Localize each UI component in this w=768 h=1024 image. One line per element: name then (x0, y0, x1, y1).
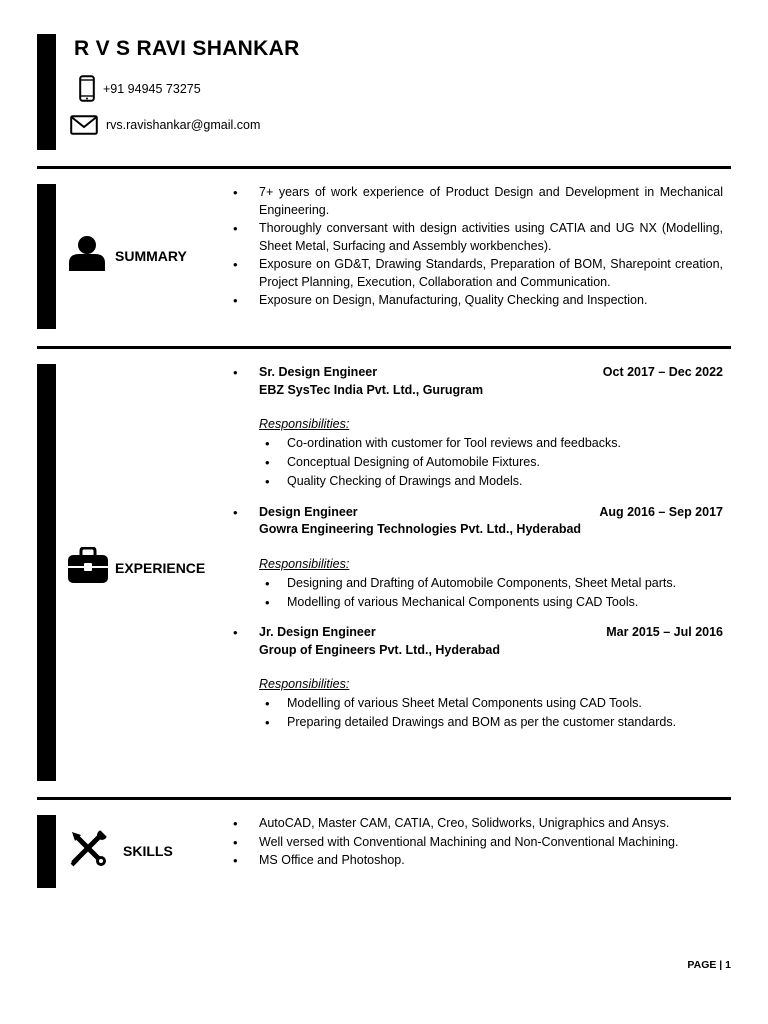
job-header (259, 624, 723, 642)
skills-heading (70, 830, 173, 872)
job-company: Gowra Engineering Technologies Pvt. Ltd., Hyderabad (259, 522, 582, 536)
list-item: • Conceptual Designing of Automobile Fixtures. (259, 454, 723, 472)
page-number: PAGE | 1 (687, 959, 731, 971)
job-role: • Design Engineer (259, 504, 358, 519)
job-entry (233, 364, 723, 491)
job-dates: Oct 2017 – Dec 2022 (602, 365, 723, 379)
list-item: • AutoCAD, Master CAM, CATIA, Creo, Solidworks, Unigraphics and Ansys. (233, 815, 723, 833)
summary-heading (68, 235, 187, 276)
list-item: • Exposure on GD&T, Drawing Standards, Preparation of BOM, Sharepoint creation, Project Planning, Execution, Collaboration and Communication. (233, 256, 723, 291)
tools-icon (70, 830, 107, 872)
job-entry (233, 504, 723, 612)
briefcase-icon (68, 547, 108, 588)
phone-number: +91 94945 73275 (103, 81, 201, 96)
responsibilities-label: Responsibilities: (259, 556, 350, 571)
email-contact (70, 115, 260, 135)
summary-content (233, 184, 723, 311)
list-item: • Modelling of various Mechanical Components using CAD Tools. (259, 594, 723, 612)
job-role: • Jr. Design Engineer (259, 625, 376, 639)
list-item: • Quality Checking of Drawings and Models. (259, 473, 723, 491)
section-divider (37, 797, 731, 800)
candidate-name: R V S RAVI SHANKAR (74, 37, 300, 60)
job-company: Group of Engineers Pvt. Ltd., Hyderabad (259, 642, 501, 657)
job-entry (233, 624, 723, 732)
experience-heading (68, 547, 205, 588)
list-item: • Co-ordination with customer for Tool reviews and feedbacks. (259, 435, 723, 453)
list-item: • Preparing detailed Drawings and BOM as per the customer standards. (259, 714, 723, 732)
phone-contact (70, 75, 201, 102)
skills-content (233, 815, 723, 871)
skills-list (233, 815, 723, 870)
experience-content (233, 364, 723, 745)
job-dates: Aug 2016 – Sep 2017 (599, 504, 723, 519)
envelope-icon (70, 115, 106, 135)
list-item: • MS Office and Photoshop. (233, 852, 723, 870)
responsibilities-label: Responsibilities: (259, 677, 350, 691)
list-item: • Designing and Drafting of Automobile Components, Sheet Metal parts. (259, 575, 723, 593)
list-item: • Exposure on Design, Manufacturing, Quality Checking and Inspection. (233, 292, 723, 310)
summary-list (233, 184, 723, 310)
list-item: • Well versed with Conventional Machining and Non-Conventional Machining. (233, 834, 723, 852)
responsibilities-list (259, 695, 723, 732)
skills-accent-bar (37, 815, 56, 888)
experience-accent-bar (37, 364, 56, 781)
job-header (259, 364, 723, 382)
person-icon (68, 235, 106, 276)
responsibilities-list (259, 575, 723, 612)
experience-title: EXPERIENCE (115, 559, 206, 576)
email-address[interactable]: rvs.ravishankar@gmail.com (106, 118, 261, 132)
skills-title: SKILLS (123, 843, 173, 859)
section-divider (37, 166, 731, 169)
summary-title: SUMMARY (115, 247, 187, 264)
job-company: EBZ SysTec India Pvt. Ltd., Gurugram (259, 382, 484, 397)
job-dates: Mar 2015 – Jul 2016 (606, 625, 723, 639)
responsibilities-label: Responsibilities: (259, 417, 350, 431)
responsibilities-list (259, 435, 723, 491)
mobile-phone-icon (70, 75, 103, 102)
list-item: • Thoroughly conversant with design activities using CATIA and UG NX (Modelling, Sheet Metal, Surfacing and Assembly workbenches). (233, 220, 723, 255)
job-header (259, 504, 723, 522)
section-divider (37, 346, 731, 349)
job-role: • Sr. Design Engineer (259, 365, 378, 379)
summary-accent-bar (37, 184, 56, 329)
header-accent-bar (37, 34, 56, 150)
list-item: • Modelling of various Sheet Metal Components using CAD Tools. (259, 695, 723, 713)
list-item: • 7+ years of work experience of Product Design and Development in Mechanical Engineering. (233, 184, 723, 219)
